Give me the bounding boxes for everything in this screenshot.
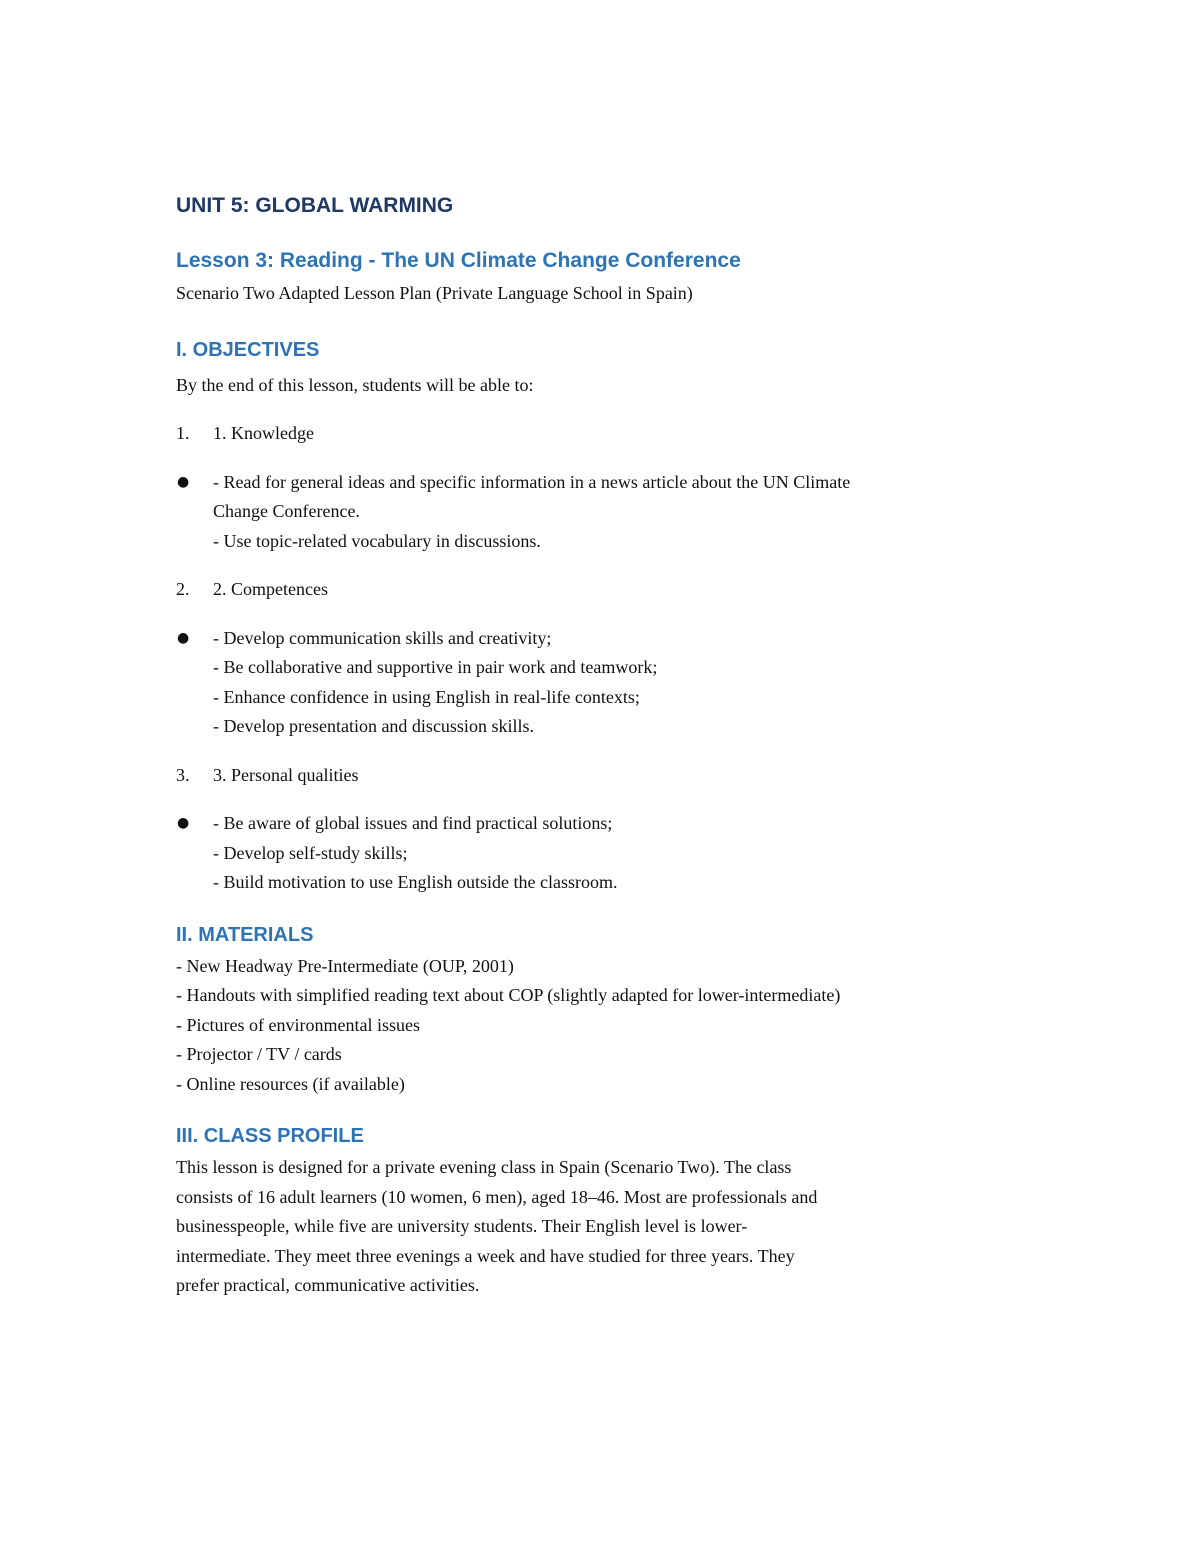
class-profile-heading: III. CLASS PROFILE <box>176 1125 364 1147</box>
lesson-title: Lesson 3: Reading - The UN Climate Change Conference <box>176 249 741 272</box>
objective-line: Change Conference. <box>213 501 360 521</box>
objective-line: - Develop self-study skills; <box>213 842 408 863</box>
objective-line: - Be aware of global issues and find practical solutions; <box>213 813 613 833</box>
materials-item: - Handouts with simplified reading text about COP (slightly adapted for lower-intermediate) <box>176 985 841 1005</box>
lesson-subtitle: Scenario Two Adapted Lesson Plan (Private Language School in Spain) <box>176 283 693 303</box>
objectives-intro: By the end of this lesson, students will be able to: <box>176 374 534 395</box>
objective-line: - Develop presentation and discussion skills. <box>213 716 534 736</box>
materials-item: - New Headway Pre-Intermediate (OUP, 2001) <box>176 955 514 976</box>
objective-group-competences <box>176 575 1036 605</box>
class-profile-line: prefer practical, communicative activities. <box>176 1275 480 1295</box>
objective-group-label: 2. Competences <box>213 579 328 599</box>
materials-item: - Online resources (if available) <box>176 1073 405 1094</box>
objective-line: - Be collaborative and supportive in pair work and teamwork; <box>213 657 658 677</box>
bullet-dot-icon: ● <box>177 473 190 490</box>
materials-item: - Pictures of environmental issues <box>176 1014 420 1035</box>
objective-line: - Read for general ideas and specific information in a news article about the UN Climate <box>213 471 851 492</box>
list-number: 1. <box>176 423 190 443</box>
class-profile-line: This lesson is designed for a private evening class in Spain (Scenario Two). The class <box>176 1157 792 1177</box>
class-profile-line: intermediate. They meet three evenings a week and have studied for three years. They <box>176 1245 795 1266</box>
materials-heading: II. MATERIALS <box>176 923 314 946</box>
objective-bullet-list <box>176 624 1036 742</box>
objective-group-label: 3. Personal qualities <box>213 764 359 785</box>
objective-group-personal-qualities <box>176 761 1036 791</box>
objective-bullet-list <box>176 809 1036 898</box>
objective-line: - Develop communication skills and creativity; <box>213 627 552 648</box>
bullet-dot-icon: ● <box>177 629 190 646</box>
objective-line: - Enhance confidence in using English in real-life contexts; <box>213 686 640 707</box>
materials-item: - Projector / TV / cards <box>176 1044 342 1064</box>
objective-line: - Build motivation to use English outside the classroom. <box>213 872 618 892</box>
list-number: 2. <box>176 579 190 599</box>
objective-line: - Use topic-related vocabulary in discussions. <box>213 530 541 551</box>
class-profile-line: consists of 16 adult learners (10 women, 6 men), aged 18–46. Most are professionals and <box>176 1186 818 1207</box>
class-profile-line: businesspeople, while five are university students. Their English level is lower- <box>176 1216 748 1236</box>
objective-bullet-list <box>176 468 1036 557</box>
objective-group-label: 1. Knowledge <box>213 423 314 443</box>
unit-title: UNIT 5: GLOBAL WARMING <box>176 194 454 217</box>
materials-list <box>176 952 1036 1100</box>
list-number: 3. <box>176 764 190 785</box>
bullet-dot-icon: ● <box>177 815 190 831</box>
objectives-heading: I. OBJECTIVES <box>176 338 320 361</box>
objective-group-knowledge <box>176 419 1036 449</box>
class-profile-paragraph <box>176 1153 976 1301</box>
document-page <box>176 190 1036 1301</box>
